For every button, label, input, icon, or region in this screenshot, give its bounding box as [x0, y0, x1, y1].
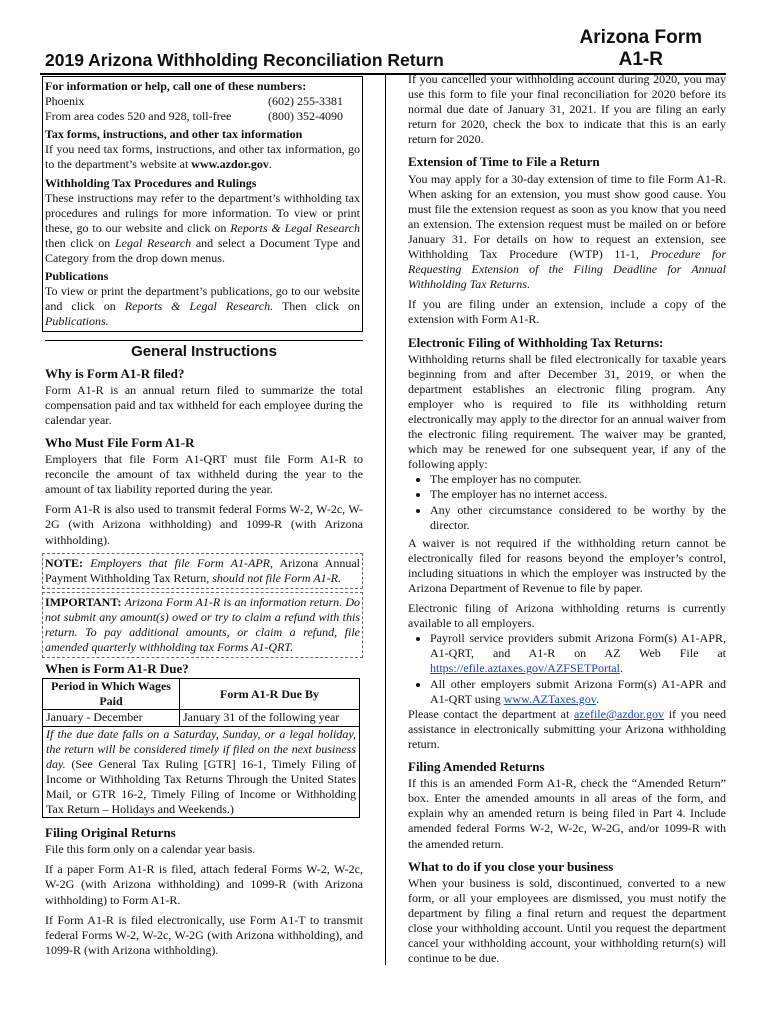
form-code: A1-R [618, 49, 663, 70]
due-date-table [42, 678, 360, 818]
contact-text: Please contact the department at azefile@azdor.gov if you need assistance in electronically submitting your Arizona withholding return. [408, 706, 727, 751]
note-box: NOTE: Employers that file Form A1-APR, Arizona Annual Payment Withholding Tax Return, should not file Form A1-R. [42, 553, 363, 589]
phoenix-label: Phoenix [45, 94, 85, 109]
email-link[interactable]: azefile@azdor.gov [573, 706, 664, 721]
why-heading: Why is Form A1-R filed? [45, 365, 185, 381]
when-heading: When is Form A1-R Due? [45, 661, 189, 677]
forms-heading: Tax forms, instructions, and other tax information [45, 127, 303, 142]
general-instructions-heading: General Instructions [45, 340, 363, 359]
who-text-1: Employers that file Form A1-QRT must file Form A1-R to reconcile the amount of tax withheld during the year to the amount of tax liability reported during the year. [45, 452, 363, 497]
extension-text: You may apply for a 30-day extension of time to file Form A1-R. When asking for an extension, you must show good cause. You must file the extension request as soon as you know that you need an extension. The extension request must be mailed on or before January 31. For details on how to request an extension, see Withholding Tax Procedure (WTP) 11-1, Procedure for Requesting Extension of the Filing Deadline for Annual Withholding Tax Returns. [408, 171, 726, 292]
area-phone: (800) 352-4090 [268, 109, 343, 124]
table-period: January - December [43, 710, 180, 726]
extension-text-2: If you are filing under an extension, include a copy of the extension with Form A1-R. [408, 297, 726, 327]
efile-text: Withholding returns shall be filed electronically for taxable years beginning from and after December 31, 2019, or when the department establishes an electronic filing program. Any employer who is required to file its withholding return electronically may apply to the director for an annual waiver from the electronic filing requirement. The waiver may be granted, which may be renewed for one subsequent year, if any of the following apply: [408, 351, 726, 472]
procedures-heading: Withholding Tax Procedures and Rulings [45, 175, 257, 190]
waiver-list [408, 472, 726, 532]
efile-avail-text: Electronic filing of Arizona withholding returns is currently available to all employers. [408, 601, 726, 631]
phoenix-phone: (602) 255-3381 [268, 94, 343, 109]
list-item: • Any other circumstance considered to be worthy by the director. [430, 503, 726, 533]
page-title: 2019 Arizona Withholding Reconciliation Return [45, 50, 444, 70]
original-heading: Filing Original Returns [45, 825, 176, 841]
list-item: • Payroll service providers submit Arizona Form(s) A1-APR, A1-QRT, and A1-R on AZ Web File at https://efile.aztaxes.gov/AZFSETPortal. [430, 631, 726, 676]
procedures-text: These instructions may refer to the department’s withholding tax procedures and rulings for more information. To view or print these, go to our website and click on Reports & Legal Research then click on Legal Research and select a Document Type and Category from the drop down menus. [45, 190, 361, 266]
publications-text: To view or print the department’s publications, go to our website and click on Reports & Legal Research. Then click on Publications. [45, 284, 360, 329]
who-heading: Who Must File Form A1-R [45, 434, 195, 450]
important-box: IMPORTANT: Arizona Form A1-R is an information return. Do not submit any amount(s) owed or try to claim a refund with this return. To pay additional amounts, or claim a refund, file amended quarterly withholding tax Forms A1-QRT. [42, 592, 363, 658]
table-note: If the due date falls on a Saturday, Sunday, or a legal holiday, the return will be considered timely if filed on the next business day. (See General Tax Ruling [GTR] 16-1, Timely Filing of Income or Withholding Tax Returns Through the United States Mail, or GTR 16-2, Timely Filing of Income or Withholding Tax Return – Holidays and Weekends.) [43, 726, 360, 818]
cancel-text: If you cancelled your withholding account during 2020, you may use this form to file your final reconciliation for 2020 before its normal due date of January 31, 2021. If you are filing an early return for 2020, check the box to indicate that this is an early return for 2020. [408, 72, 726, 147]
column-divider [385, 75, 386, 965]
table-header-due: Form A1-R Due By [180, 679, 360, 710]
aztaxes-portal-link[interactable]: https://efile.aztaxes.gov/AZFSETPortal [430, 661, 620, 676]
original-text-3: If Form A1-R is filed electronically, use Form A1-T to transmit federal Forms W-2, W-2c, W-2G (with Arizona withholding), and 1099-R (with Arizona withholding). [45, 912, 363, 957]
form-label: Arizona Form [579, 27, 702, 48]
publications-heading: Publications [45, 269, 109, 284]
table-due: January 31 of the following year [180, 710, 360, 726]
list-item: • The employer has no computer. [430, 472, 726, 487]
why-text: Form A1-R is an annual return filed to summarize the total compensation paid and tax withheld for each employee during the calendar year. [45, 382, 363, 427]
list-item: • The employer has no internet access. [430, 487, 726, 502]
left-column [45, 76, 363, 963]
list-item: • All other employers submit Arizona Form(s) A1-APR and A1-QRT using www.AZTaxes.gov. [430, 677, 726, 707]
info-box [42, 76, 363, 332]
efile-heading: Electronic Filing of Withholding Tax Returns: [408, 334, 664, 350]
table-header-period: Period in Which Wages Paid [43, 679, 180, 710]
aztaxes-link[interactable]: www.AZTaxes.gov [503, 691, 596, 706]
who-text-2: Form A1-R is also used to transmit federal Forms W-2, W-2c, W-2G (with Arizona withholding) and 1099-R (with Arizona withholding). [45, 502, 363, 547]
extension-heading: Extension of Time to File a Return [408, 154, 600, 170]
help-heading: For information or help, call one of these numbers: [45, 79, 307, 93]
area-row [45, 109, 360, 124]
original-text-2: If a paper Form A1-R is filed, attach federal Forms W-2, W-2c, W-2G (with Arizona withholding) and 1099-R (with Arizona withholding) to Form A1-R. [45, 862, 363, 907]
area-label: From area codes 520 and 928, toll-free [45, 109, 232, 124]
website-link[interactable]: www.azdor.gov [191, 157, 269, 172]
right-column [408, 72, 726, 971]
form-number [580, 27, 702, 71]
phoenix-row [45, 94, 360, 109]
efile-list [408, 631, 726, 706]
waiver-text: A waiver is not required if the withholding return cannot be electronically filed for reasons beyond the employer’s control, including situations in which the employer was instructed by the Arizona Department of Revenue to file by paper. [408, 535, 726, 595]
original-text-1: File this form only on a calendar year basis. [45, 842, 256, 857]
close-heading: What to do if you close your business [408, 858, 614, 874]
close-text: When your business is sold, discontinued, converted to a new form, or all your employees are dismissed, you must notify the department by filing a final return and request the department close your withholding account. Until you request the department cancel your withholding account, your withholding return(s) will continue to be due. [408, 875, 726, 966]
amended-heading: Filing Amended Returns [408, 759, 545, 775]
forms-text: If you need tax forms, instructions, and other tax information, go to the department’s website at www.azdor.gov. [45, 142, 360, 172]
amended-text: If this is an amended Form A1-R, check the “Amended Return” box. Enter the amended amounts in all areas of the form, and explain why an amended return is being filed in Part 4. Include amended federal Forms W-2, W-2c, W-2G, and/or 1099-R with the amended return. [408, 776, 726, 851]
